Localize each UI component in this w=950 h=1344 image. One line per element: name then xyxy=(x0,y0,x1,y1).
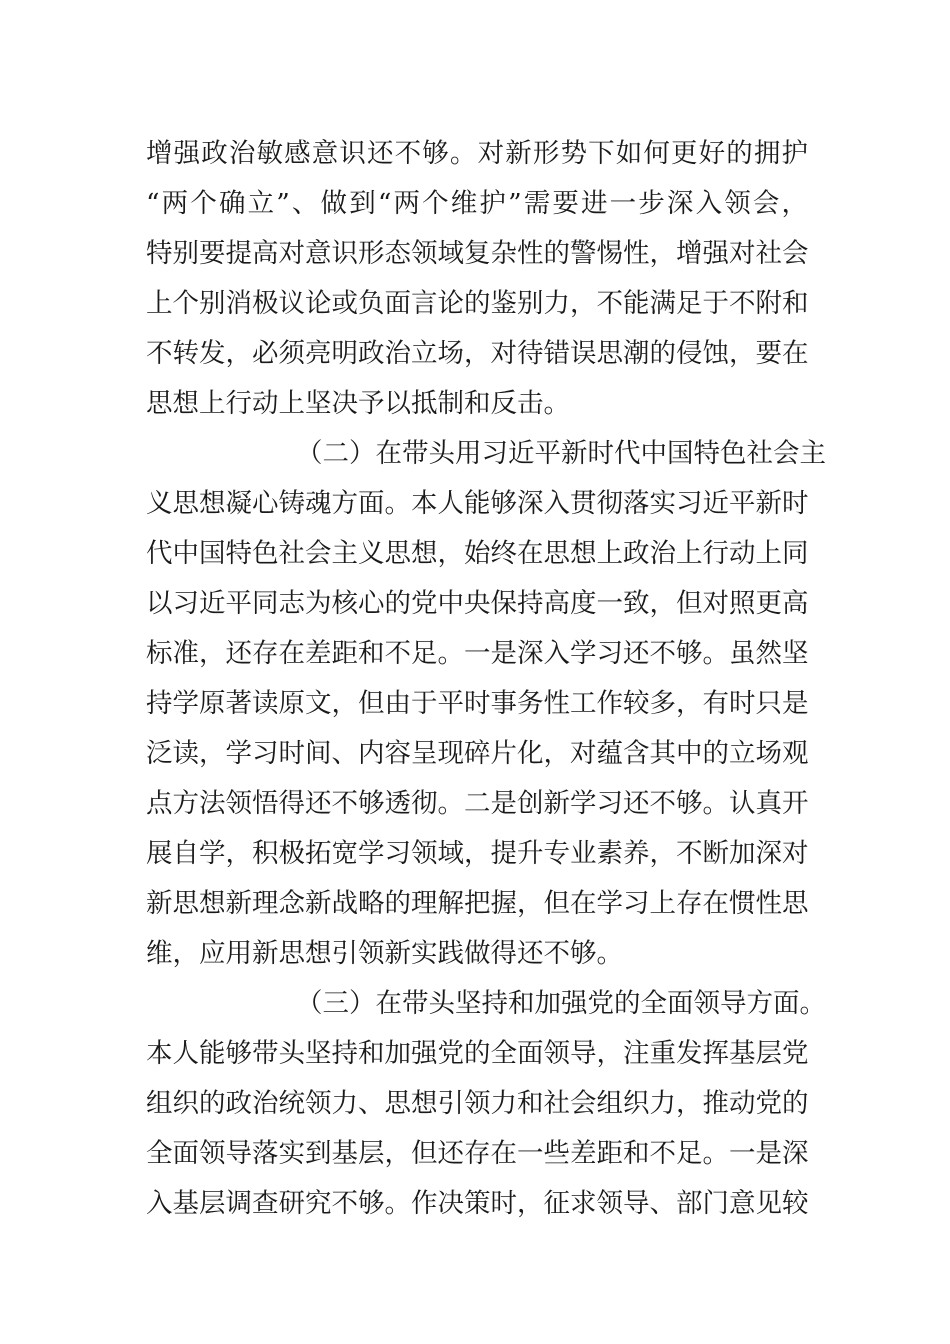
section-heading-line: （三）在带头坚持和加强党的全面领导方面。 xyxy=(296,988,826,1019)
text-line: 维，应用新思想引领新实践做得还不够。 xyxy=(146,938,623,969)
text-line: 泛读，学习时间、内容呈现碎片化，对蕴含其中的立场观 xyxy=(146,738,809,769)
text-line: 组织的政治统领力、思想引领力和社会组织力，推动党的 xyxy=(146,1088,809,1119)
text-line: 点方法领悟得还不够透彻。二是创新学习还不够。认真开 xyxy=(146,788,809,819)
text-line: 以习近平同志为核心的党中央保持高度一致，但对照更高 xyxy=(146,588,809,619)
text-line: 特别要提高对意识形态领域复杂性的警惕性，增强对社会 xyxy=(146,238,809,269)
text-line: 持学原著读原文，但由于平时事务性工作较多，有时只是 xyxy=(146,688,809,719)
text-line: 本人能够带头坚持和加强党的全面领导，注重发挥基层党 xyxy=(146,1038,809,1069)
text-line: 不转发，必须亮明政治立场，对待错误思潮的侵蚀，要在 xyxy=(146,338,809,369)
text-line: 标准，还存在差距和不足。一是深入学习还不够。虽然坚 xyxy=(146,638,809,669)
section-heading-line: （二）在带头用习近平新时代中国特色社会主 xyxy=(296,438,826,469)
text-line: 入基层调查研究不够。作决策时，征求领导、部门意见较 xyxy=(146,1188,809,1219)
text-line: 新思想新理念新战略的理解把握，但在学习上存在惯性思 xyxy=(146,888,809,919)
text-line: 代中国特色社会主义思想，始终在思想上政治上行动上同 xyxy=(146,538,809,569)
text-line: 展自学，积极拓宽学习领域，提升专业素养，不断加深对 xyxy=(146,838,809,869)
text-line: 增强政治敏感意识还不够。对新形势下如何更好的拥护 xyxy=(146,138,808,169)
text-line: 思想上行动上坚决予以抵制和反击。 xyxy=(146,388,570,419)
text-line: 上个别消极议论或负面言论的鉴别力，不能满足于不附和 xyxy=(146,288,809,319)
text-line: 义思想凝心铸魂方面。本人能够深入贯彻落实习近平新时 xyxy=(146,488,809,519)
text-line: 全面领导落实到基层，但还存在一些差距和不足。一是深 xyxy=(146,1138,809,1169)
text-line: “两个确立”、做到“两个维护”需要进一步深入领会， xyxy=(146,188,808,219)
